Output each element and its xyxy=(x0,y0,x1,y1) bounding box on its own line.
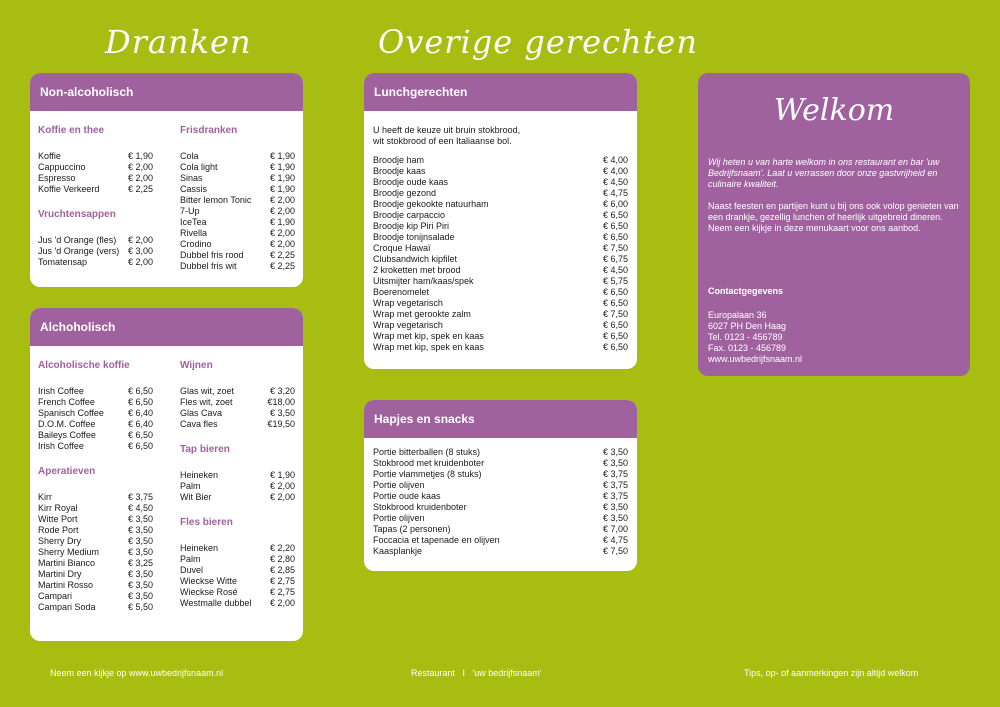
item-name: Wrap met gerookte zalm xyxy=(373,309,471,319)
item-name: D.O.M. Coffee xyxy=(38,419,96,429)
item-name: Glas wit, zoet xyxy=(180,386,235,396)
item-price: € 6,50 xyxy=(127,441,153,451)
menu-item xyxy=(373,221,628,232)
menu-item xyxy=(38,408,153,419)
section-title: Koffie en thee xyxy=(38,125,105,136)
column-right xyxy=(180,358,295,609)
menu-item xyxy=(373,210,628,221)
lunch-content xyxy=(373,125,628,353)
item-name: Palm xyxy=(180,481,201,491)
item-price: € 3,50 xyxy=(602,447,628,457)
item-list xyxy=(38,151,153,195)
item-list xyxy=(180,386,295,430)
contact-title: Contactgegevens xyxy=(708,286,784,296)
contact-line: Europalaan 36 xyxy=(708,310,767,320)
menu-item xyxy=(180,239,295,250)
item-name: Dubbel fris rood xyxy=(180,250,244,260)
item-name: Cappuccino xyxy=(38,162,86,172)
item-price: € 6,50 xyxy=(602,342,628,352)
item-price: € 3,20 xyxy=(269,386,295,396)
item-price: € 6,50 xyxy=(602,210,628,220)
heading-drinks: Dranken xyxy=(105,23,252,61)
menu-item xyxy=(38,569,153,580)
menu-item xyxy=(38,246,153,257)
item-name: IceTea xyxy=(180,217,207,227)
column-left xyxy=(38,123,153,268)
menu-item xyxy=(38,162,153,173)
item-name: Heineken xyxy=(180,470,219,480)
item-price: € 5,75 xyxy=(602,276,628,286)
item-name: Broodje kaas xyxy=(373,166,426,176)
item-name: Martini Bianco xyxy=(38,558,96,568)
item-name: Witte Port xyxy=(38,514,78,524)
item-name: Broodje gekookte natuurham xyxy=(373,199,489,209)
card-lunch xyxy=(364,73,637,369)
item-price: € 1,90 xyxy=(269,184,295,194)
item-name: Wrap vegetarisch xyxy=(373,298,443,308)
item-name: Tomatensap xyxy=(38,257,88,267)
item-name: Cava fles xyxy=(180,419,218,429)
column-left xyxy=(38,358,153,613)
menu-item xyxy=(373,276,628,287)
menu-item xyxy=(373,342,628,353)
menu-item xyxy=(373,287,628,298)
item-price: € 4,50 xyxy=(127,503,153,513)
menu-item xyxy=(38,536,153,547)
menu-item xyxy=(180,184,295,195)
item-price: € 6,40 xyxy=(127,408,153,418)
item-price: €19,50 xyxy=(267,419,295,429)
item-name: Tapas (2 personen) xyxy=(373,524,451,534)
item-list xyxy=(38,492,153,613)
menu-item xyxy=(38,514,153,525)
item-price: € 7,50 xyxy=(602,243,628,253)
menu-item xyxy=(373,535,628,546)
item-price: € 3,50 xyxy=(127,580,153,590)
item-name: Glas Cava xyxy=(180,408,223,418)
item-name: Wrap met kip, spek en kaas xyxy=(373,331,484,341)
item-name: Croque Hawaï xyxy=(373,243,431,253)
menu-item xyxy=(180,173,295,184)
heading-other-dishes: Overige gerechten xyxy=(378,23,698,61)
menu-item xyxy=(373,469,628,480)
menu-item xyxy=(180,250,295,261)
item-price: € 3,50 xyxy=(602,513,628,523)
item-price: € 6,75 xyxy=(602,254,628,264)
item-list xyxy=(180,470,295,503)
menu-item xyxy=(38,503,153,514)
item-name: Portie bitterballen (8 stuks) xyxy=(373,447,481,457)
menu-item xyxy=(180,195,295,206)
card-title: Lunchgerechten xyxy=(364,73,637,111)
item-price: € 3,75 xyxy=(602,480,628,490)
item-price: € 2,00 xyxy=(269,481,295,491)
item-price: € 2,00 xyxy=(269,492,295,502)
item-name: Palm xyxy=(180,554,201,564)
item-name: Broodje carpaccio xyxy=(373,210,446,220)
contact-line: Tel. 0123 - 456789 xyxy=(708,332,783,342)
welcome-description: Naast feesten en partijen kunt u bij ons ook volop genieten van een drankje, gezellig lunchen of heerlijk uitgebreid dineren. Neem een kijkje in deze menukaart voor ons aanbod. xyxy=(708,201,959,233)
menu-item xyxy=(180,206,295,217)
item-name: Fles wit, zoet xyxy=(180,397,233,407)
item-price: € 2,25 xyxy=(269,261,295,271)
item-price: € 7,50 xyxy=(602,309,628,319)
item-name: Kirr xyxy=(38,492,52,502)
menu-item xyxy=(38,602,153,613)
item-list xyxy=(180,543,295,609)
item-name: 2 kroketten met brood xyxy=(373,265,461,275)
menu-item xyxy=(38,591,153,602)
menu-item xyxy=(38,235,153,246)
menu-item xyxy=(180,386,295,397)
item-name: Espresso xyxy=(38,173,76,183)
section-title: Frisdranken xyxy=(180,125,238,136)
card-title: Alchoholisch xyxy=(30,308,303,346)
menu-item xyxy=(373,546,628,557)
item-name: Irish Coffee xyxy=(38,441,84,451)
item-price: € 4,00 xyxy=(602,166,628,176)
menu-item xyxy=(38,547,153,558)
item-name: Sherry Dry xyxy=(38,536,82,546)
item-price: € 4,50 xyxy=(602,177,628,187)
menu-item xyxy=(38,386,153,397)
item-price: € 3,50 xyxy=(127,591,153,601)
menu-item xyxy=(373,254,628,265)
item-name: Portie olijven xyxy=(373,513,425,523)
item-name: Dubbel fris wit xyxy=(180,261,237,271)
item-name: Broodje oude kaas xyxy=(373,177,449,187)
card-title: Hapjes en snacks xyxy=(364,400,637,438)
menu-item xyxy=(180,217,295,228)
item-price: € 2,80 xyxy=(269,554,295,564)
menu-item xyxy=(38,257,153,268)
item-price: € 3,25 xyxy=(127,558,153,568)
menu-item xyxy=(373,166,628,177)
item-name: Jus 'd Orange (fles) xyxy=(38,235,117,245)
item-price: € 3,50 xyxy=(602,502,628,512)
card-title: Non-alcoholisch xyxy=(30,73,303,111)
menu-item xyxy=(373,331,628,342)
item-name: Sherry Medium xyxy=(38,547,100,557)
item-name: Bitter lemon Tonic xyxy=(180,195,252,205)
item-name: Kirr Royal xyxy=(38,503,78,513)
item-name: Uitsmijter ham/kaas/spek xyxy=(373,276,474,286)
section-title: Aperatieven xyxy=(38,466,96,477)
menu-item xyxy=(180,565,295,576)
menu-item xyxy=(38,151,153,162)
item-price: € 2,00 xyxy=(127,235,153,245)
item-price: € 1,90 xyxy=(269,470,295,480)
item-price: € 2,00 xyxy=(127,257,153,267)
menu-item xyxy=(373,298,628,309)
item-list xyxy=(180,151,295,272)
card-non-alcoholic xyxy=(30,73,303,287)
item-price: € 7,00 xyxy=(602,524,628,534)
contact-line: Fax. 0123 - 456789 xyxy=(708,343,787,353)
item-price: € 6,50 xyxy=(602,221,628,231)
item-price: € 3,75 xyxy=(127,492,153,502)
item-price: € 2,20 xyxy=(269,543,295,553)
item-name: Martini Dry xyxy=(38,569,82,579)
menu-item xyxy=(38,558,153,569)
item-price: € 2,00 xyxy=(127,173,153,183)
item-name: Martini Rosso xyxy=(38,580,94,590)
menu-item xyxy=(373,188,628,199)
section-title: Fles bieren xyxy=(180,517,233,528)
menu-item xyxy=(180,554,295,565)
item-price: € 4,75 xyxy=(602,188,628,198)
item-name: Sinas xyxy=(180,173,203,183)
item-price: € 3,50 xyxy=(127,536,153,546)
menu-item xyxy=(373,199,628,210)
card-alcoholic xyxy=(30,308,303,641)
menu-item xyxy=(180,470,295,481)
item-price: € 2,75 xyxy=(269,576,295,586)
menu-item xyxy=(373,480,628,491)
menu-item xyxy=(180,543,295,554)
item-name: Campari xyxy=(38,591,73,601)
lunch-intro: U heeft de keuze uit bruin stokbrood, wit stokbrood of een Italiaanse bol. xyxy=(373,125,521,146)
menu-item xyxy=(180,261,295,272)
item-list xyxy=(373,447,628,557)
footer-center: Restaurant I 'uw bedrijfsnaam' xyxy=(411,668,542,678)
menu-item xyxy=(180,397,295,408)
contact-line: 6027 PH Den Haag xyxy=(708,321,787,331)
menu-item xyxy=(180,228,295,239)
item-name: Clubsandwich kipfilet xyxy=(373,254,458,264)
item-price: € 3,50 xyxy=(602,458,628,468)
welcome-title: Welkom xyxy=(773,93,895,128)
menu-item xyxy=(38,184,153,195)
item-price: € 4,00 xyxy=(602,155,628,165)
item-name: Spanisch Coffee xyxy=(38,408,104,418)
item-name: Wieckse Witte xyxy=(180,576,238,586)
contact-line: www.uwbedrijfsnaam.nl xyxy=(708,354,803,364)
menu-item xyxy=(38,430,153,441)
item-name: Cola xyxy=(180,151,199,161)
item-price: € 2,00 xyxy=(127,162,153,172)
menu-item xyxy=(373,447,628,458)
item-name: 7-Up xyxy=(180,206,200,216)
menu-item xyxy=(38,173,153,184)
contact-details xyxy=(708,310,960,365)
footer-right: Tips, op- of aanmerkingen zijn altijd welkom xyxy=(744,668,919,678)
item-price: € 6,50 xyxy=(602,331,628,341)
item-name: Kaasplankje xyxy=(373,546,423,556)
item-name: Cassis xyxy=(180,184,208,194)
item-name: Broodje kip Piri Piri xyxy=(373,221,450,231)
item-list xyxy=(38,235,153,268)
menu-item xyxy=(373,524,628,535)
welcome-intro: Wij heten u van harte welkom in ons restaurant en bar 'uw Bedrijfsnaam'. Laat u verrassen door onze gastvrijheid en culinaire kwaliteit. xyxy=(708,157,940,189)
item-name: Wrap met kip, spek en kaas xyxy=(373,342,484,352)
item-price: € 6,50 xyxy=(127,430,153,440)
item-name: Stokbrood met kruidenboter xyxy=(373,458,485,468)
menu-item xyxy=(38,441,153,452)
item-name: Broodje ham xyxy=(373,155,425,165)
menu-item xyxy=(180,162,295,173)
item-name: Broodje gezond xyxy=(373,188,437,198)
item-name: Boerenomelet xyxy=(373,287,430,297)
item-price: € 6,50 xyxy=(602,320,628,330)
item-name: Baileys Coffee xyxy=(38,430,96,440)
item-price: € 2,00 xyxy=(269,228,295,238)
item-price: € 1,90 xyxy=(269,217,295,227)
menu-item xyxy=(373,309,628,320)
menu-item xyxy=(180,151,295,162)
item-name: French Coffee xyxy=(38,397,95,407)
menu-item xyxy=(180,587,295,598)
item-price: € 1,90 xyxy=(269,162,295,172)
item-price: € 3,00 xyxy=(127,246,153,256)
item-price: € 2,00 xyxy=(269,598,295,608)
card-snacks xyxy=(364,400,637,571)
item-price: € 4,50 xyxy=(602,265,628,275)
item-name: Crodino xyxy=(180,239,212,249)
item-name: Portie olijven xyxy=(373,480,425,490)
menu-item xyxy=(38,397,153,408)
item-price: € 2,85 xyxy=(269,565,295,575)
item-name: Cola light xyxy=(180,162,218,172)
menu-item xyxy=(38,580,153,591)
item-price: € 1,90 xyxy=(269,173,295,183)
item-price: € 2,75 xyxy=(269,587,295,597)
item-name: Jus 'd Orange (vers) xyxy=(38,246,120,256)
item-price: € 6,50 xyxy=(602,287,628,297)
item-price: € 6,50 xyxy=(602,298,628,308)
menu-item xyxy=(373,232,628,243)
menu-item xyxy=(373,243,628,254)
item-price: € 3,50 xyxy=(269,408,295,418)
menu-item xyxy=(373,458,628,469)
item-price: € 6,50 xyxy=(602,232,628,242)
item-price: € 1,90 xyxy=(269,151,295,161)
footer-left: Neem een kijkje op www.uwbedrijfsnaam.nl xyxy=(50,668,224,678)
section-title: Alcoholische koffie xyxy=(38,360,130,371)
item-price: € 2,00 xyxy=(269,195,295,205)
menu-item xyxy=(38,492,153,503)
item-name: Campari Soda xyxy=(38,602,96,612)
menu-item xyxy=(373,513,628,524)
section-title: Wijnen xyxy=(180,360,213,371)
item-name: Wieckse Rosé xyxy=(180,587,238,597)
menu-item xyxy=(180,576,295,587)
menu-item xyxy=(38,525,153,536)
item-price: €18,00 xyxy=(267,397,295,407)
item-name: Foccacia et tapenade en olijven xyxy=(373,535,500,545)
item-price: € 2,25 xyxy=(127,184,153,194)
menu-item xyxy=(373,320,628,331)
item-price: € 2,25 xyxy=(269,250,295,260)
menu-item xyxy=(373,491,628,502)
column-right xyxy=(180,123,295,272)
item-price: € 4,75 xyxy=(602,535,628,545)
menu-item xyxy=(373,177,628,188)
item-price: € 6,00 xyxy=(602,199,628,209)
item-name: Koffie xyxy=(38,151,61,161)
section-title: Tap bieren xyxy=(180,444,230,455)
item-price: € 3,50 xyxy=(127,569,153,579)
item-price: € 2,00 xyxy=(269,239,295,249)
item-name: Koffie Verkeerd xyxy=(38,184,100,194)
item-price: € 3,50 xyxy=(127,547,153,557)
item-price: € 6,50 xyxy=(127,397,153,407)
item-list xyxy=(38,386,153,452)
menu-item xyxy=(180,492,295,503)
item-price: € 5,50 xyxy=(127,602,153,612)
welcome-box xyxy=(698,73,970,376)
menu-item xyxy=(180,598,295,609)
menu-item xyxy=(180,481,295,492)
item-list xyxy=(373,155,628,353)
snacks-content xyxy=(373,447,628,557)
menu-item xyxy=(373,502,628,513)
item-name: Duvel xyxy=(180,565,204,575)
menu-item xyxy=(180,408,295,419)
item-price: € 3,75 xyxy=(602,491,628,501)
section-title: Vruchtensappen xyxy=(38,209,116,220)
item-name: Heineken xyxy=(180,543,219,553)
item-name: Rivella xyxy=(180,228,208,238)
item-price: € 6,40 xyxy=(127,419,153,429)
item-name: Stokbrood kruidenboter xyxy=(373,502,467,512)
item-name: Westmalle dubbel xyxy=(180,598,252,608)
item-price: € 2,00 xyxy=(269,206,295,216)
item-price: € 6,50 xyxy=(127,386,153,396)
menu-item xyxy=(38,419,153,430)
item-name: Broodje tonijnsalade xyxy=(373,232,455,242)
menu-item xyxy=(180,419,295,430)
menu-item xyxy=(373,155,628,166)
menu-item xyxy=(373,265,628,276)
item-name: Wrap vegetarisch xyxy=(373,320,443,330)
item-price: € 3,50 xyxy=(127,514,153,524)
item-name: Wit Bier xyxy=(180,492,212,502)
item-name: Irish Coffee xyxy=(38,386,84,396)
item-name: Portie vlammetjes (8 stuks) xyxy=(373,469,482,479)
item-price: € 3,50 xyxy=(127,525,153,535)
item-price: € 3,75 xyxy=(602,469,628,479)
item-price: € 1,90 xyxy=(127,151,153,161)
item-name: Portie oude kaas xyxy=(373,491,441,501)
item-name: Rode Port xyxy=(38,525,79,535)
item-price: € 7,50 xyxy=(602,546,628,556)
